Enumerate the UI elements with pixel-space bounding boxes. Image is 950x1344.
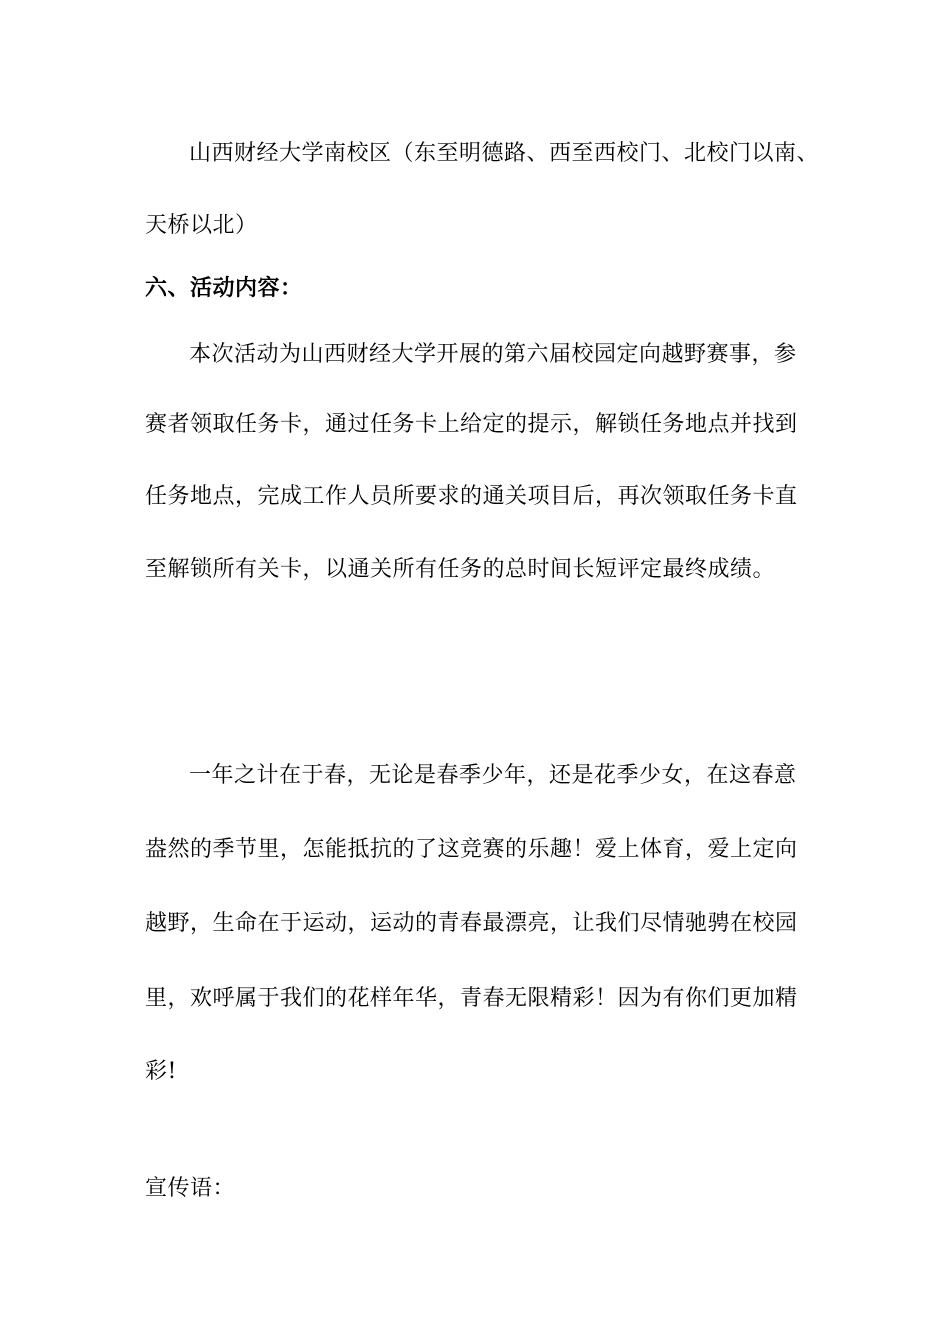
paragraph-line: 里，欢呼属于我们的花样年华，青春无限精彩！因为有你们更加精 <box>145 986 798 1011</box>
paragraph-line: 至解锁所有关卡，以通关所有任务的总时间长短评定最终成绩。 <box>145 557 776 582</box>
paragraph-line: 本次活动为山西财经大学开展的第六届校园定向越野赛事，参 <box>189 342 797 367</box>
paragraph-line: 赛者领取任务卡，通过任务卡上给定的提示，解锁任务地点并找到 <box>145 412 798 437</box>
paragraph-line: 彩! <box>145 1059 177 1084</box>
paragraph-line: 任务地点，完成工作人员所要求的通关项目后，再次领取任务卡直 <box>145 484 798 509</box>
slogan-label: 宣传语： <box>145 1176 236 1201</box>
location-line-2: 天桥以北） <box>145 213 258 238</box>
paragraph-line: 一年之计在于春，无论是春季少年，还是花季少女，在这春意 <box>189 763 797 788</box>
location-line-1: 山西财经大学南校区（东至明德路、西至西校门、北校门以南、 <box>189 141 820 166</box>
paragraph-line: 越野，生命在于运动，运动的青春最漂亮，让我们尽情驰骋在校园 <box>145 911 798 936</box>
paragraph-line: 盎然的季节里，怎能抵抗的了这竞赛的乐趣！爱上体育，爱上定向 <box>145 837 798 862</box>
section-heading: 六、活动内容： <box>145 276 303 301</box>
